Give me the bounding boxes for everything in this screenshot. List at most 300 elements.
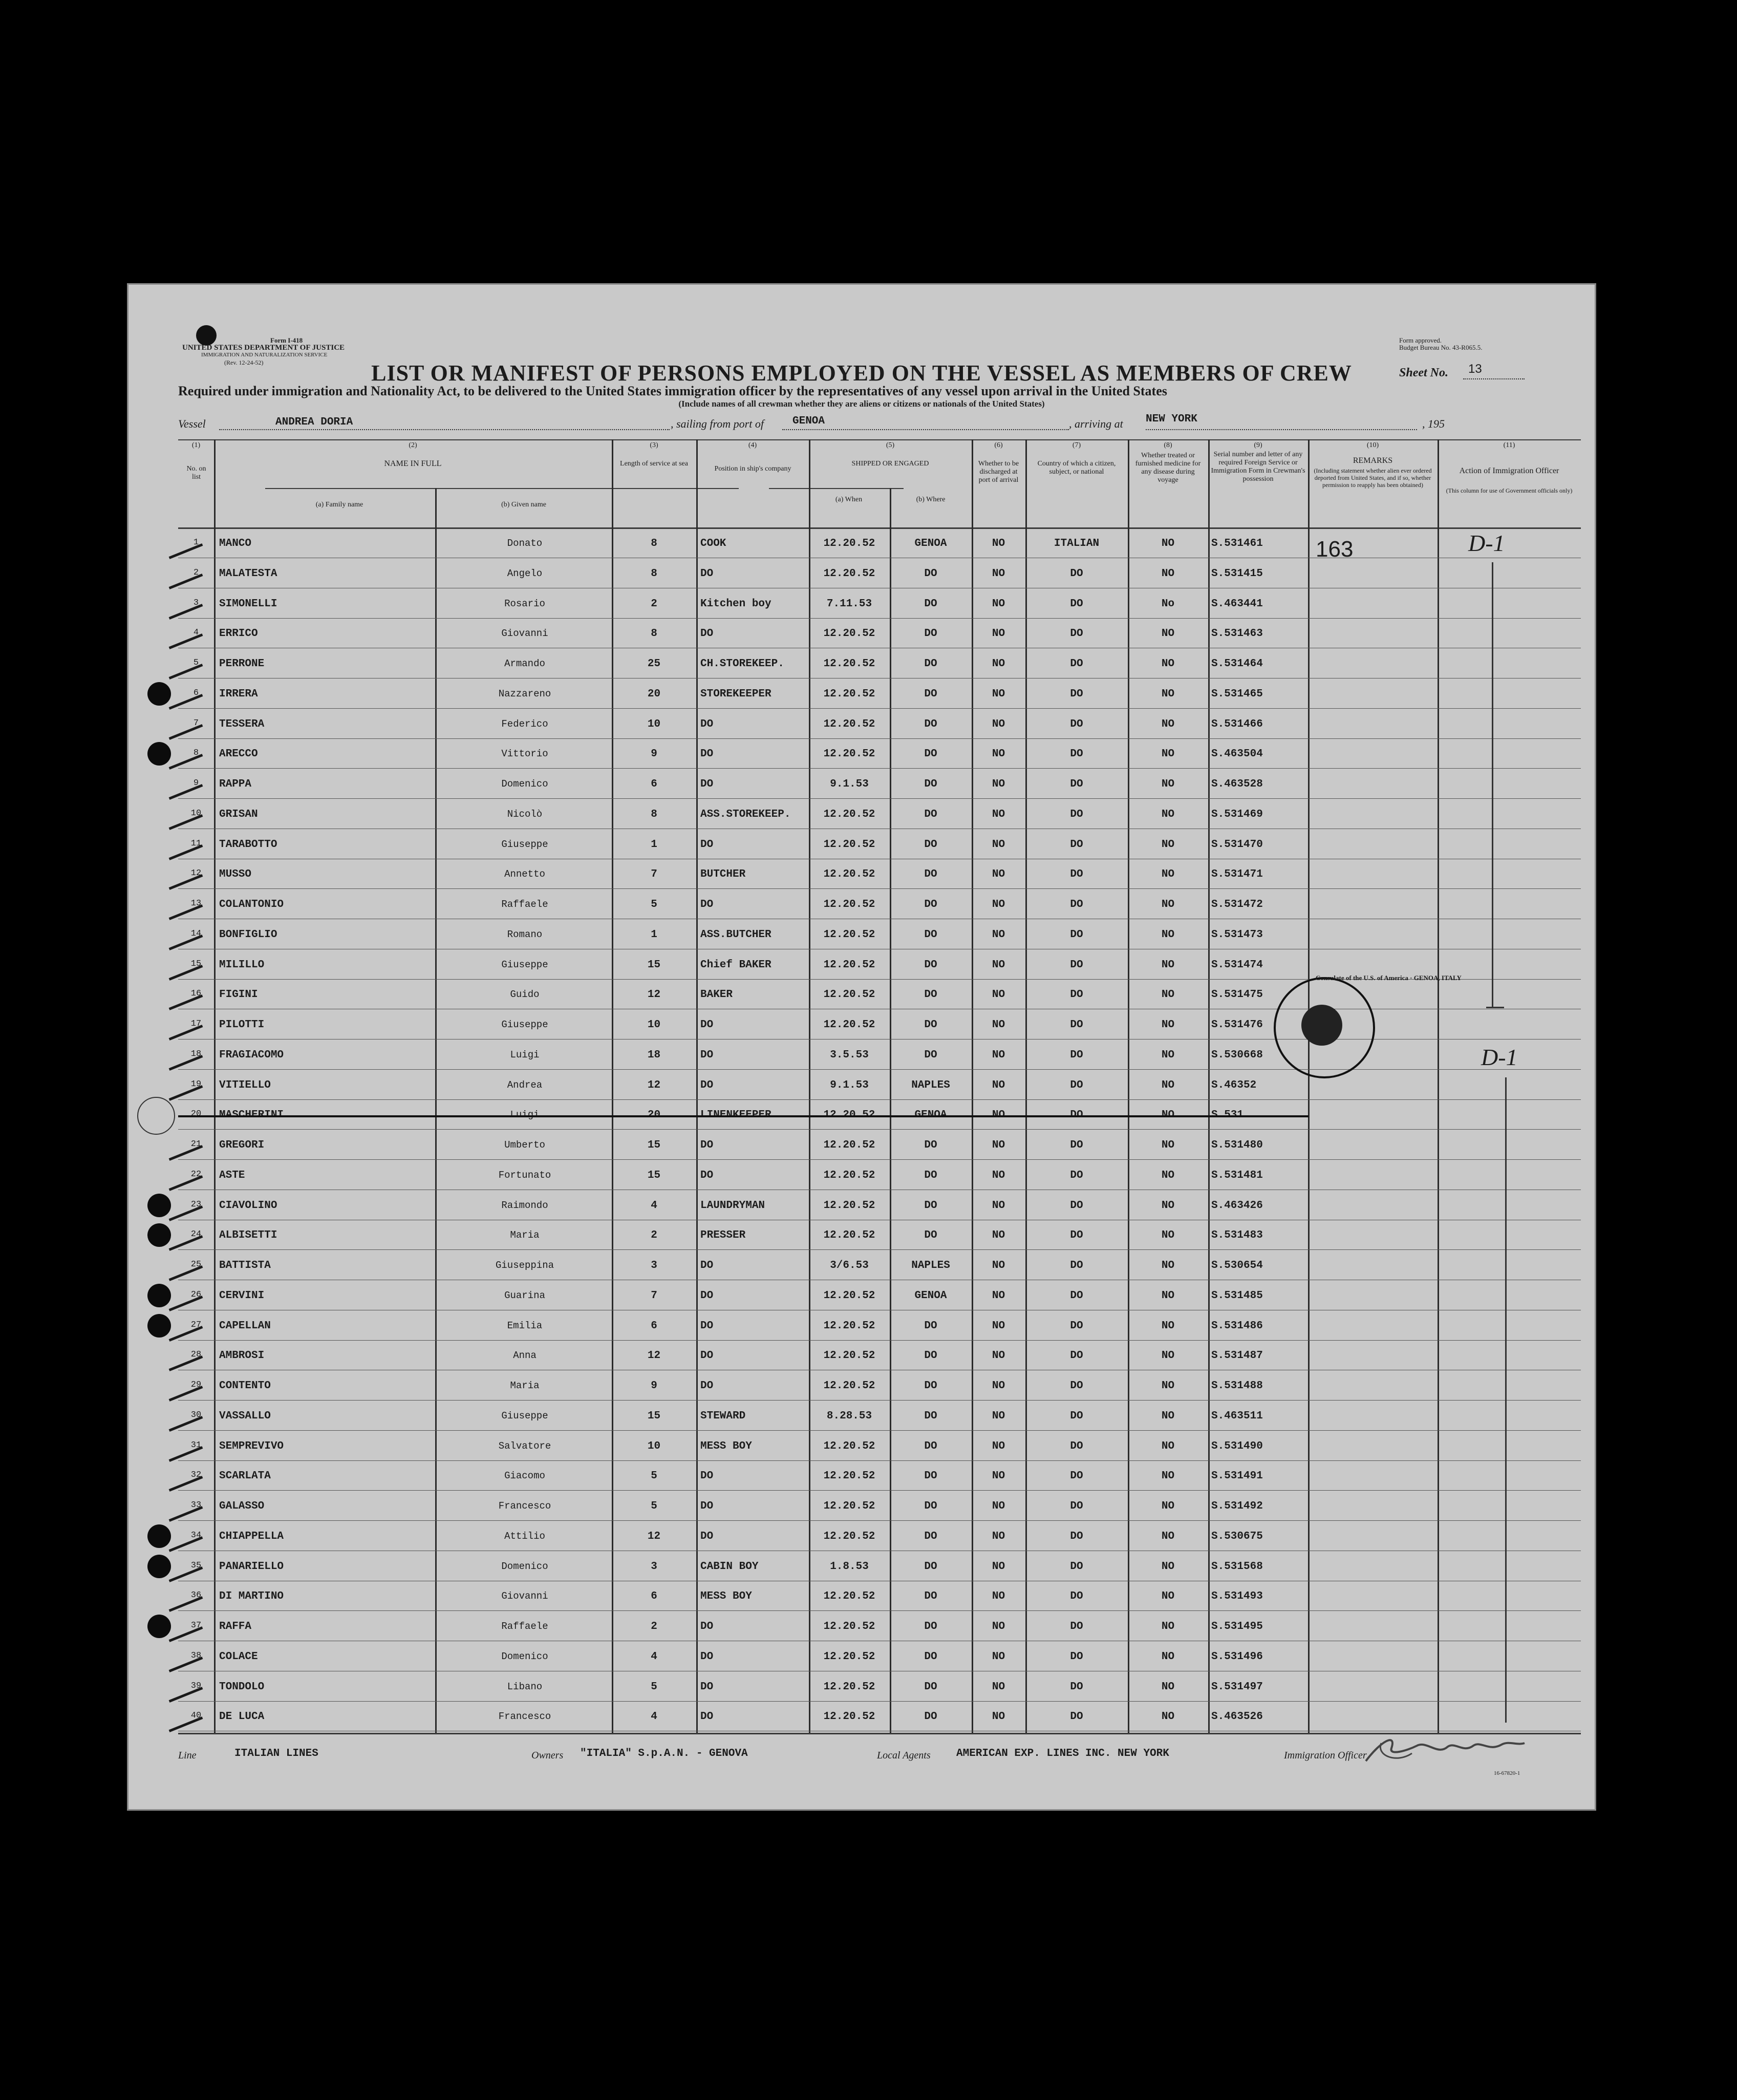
table-row xyxy=(178,1251,1581,1280)
col6-num: (6) xyxy=(994,441,1003,449)
cell-pos: LINENKEEPER xyxy=(700,1109,771,1121)
cell-country: DO xyxy=(1070,1681,1083,1693)
cell-pos: STEWARD xyxy=(700,1410,746,1422)
cell-serial: S.531461 xyxy=(1211,538,1263,549)
cell-serial: S.531471 xyxy=(1211,868,1263,881)
eagle-seal-icon xyxy=(1301,1005,1342,1046)
cell-given: Giuseppina xyxy=(495,1260,554,1271)
cell-where: DO xyxy=(924,928,937,941)
cell-serial: S.531466 xyxy=(1211,718,1263,730)
cell-serial: S.531485 xyxy=(1211,1289,1263,1302)
cell-family: PILOTTI xyxy=(219,1019,265,1031)
table-row xyxy=(178,710,1581,739)
punch-hole xyxy=(147,1223,171,1247)
cell-no: 38 xyxy=(190,1650,202,1661)
cell-med: NO xyxy=(1161,1229,1175,1242)
cell-med: NO xyxy=(1161,628,1175,640)
col6-header: Whether to be discharged at port of arrival xyxy=(978,460,1019,484)
cell-len: 7 xyxy=(651,868,657,881)
cell-pos: ASS.STOREKEEP. xyxy=(700,808,791,820)
cell-no: 7 xyxy=(193,718,199,728)
col11-num: (11) xyxy=(1503,441,1515,449)
cell-where: DO xyxy=(924,1139,937,1151)
cell-country: DO xyxy=(1070,688,1083,700)
cell-med: NO xyxy=(1161,1320,1175,1332)
cell-when: 3.5.53 xyxy=(830,1049,869,1061)
cell-med: NO xyxy=(1161,899,1175,910)
cell-dis: NO xyxy=(992,1169,1005,1181)
cell-country: DO xyxy=(1070,658,1083,670)
cell-dis: NO xyxy=(992,1681,1005,1693)
cell-country: DO xyxy=(1070,1320,1083,1332)
cell-serial: S.531464 xyxy=(1211,658,1263,670)
col11-note: (This column for use of Government officials only) xyxy=(1446,487,1573,494)
col5-header: SHIPPED OR ENGAGED xyxy=(851,460,929,468)
cell-len: 12 xyxy=(647,989,661,1001)
include-note: (Include names of all crewman whether they are aliens or citizens or nationals of the United States) xyxy=(678,399,1045,409)
cell-dis: NO xyxy=(992,718,1005,730)
cell-where: DO xyxy=(924,1380,937,1392)
cell-given: Nicolò xyxy=(507,808,543,820)
cell-country: DO xyxy=(1070,1139,1083,1151)
table-row xyxy=(178,590,1581,619)
cell-when: 12.20.52 xyxy=(823,1590,875,1603)
cell-dis: NO xyxy=(992,1049,1005,1061)
cell-country: DO xyxy=(1070,1711,1083,1723)
cell-no: 8 xyxy=(193,748,199,758)
cell-family: ARECCO xyxy=(219,748,258,760)
cell-where: DO xyxy=(924,1169,937,1181)
cell-given: Domenico xyxy=(501,1560,548,1572)
cell-given: Giuseppe xyxy=(501,1019,548,1030)
cell-med: NO xyxy=(1161,1410,1175,1422)
cell-len: 4 xyxy=(651,1650,657,1663)
cell-med: NO xyxy=(1161,1500,1175,1512)
cell-given: Emilia xyxy=(507,1320,543,1331)
cell-family: RAPPA xyxy=(219,778,252,790)
cell-len: 8 xyxy=(651,538,657,549)
cell-len: 8 xyxy=(651,567,657,580)
cell-where: DO xyxy=(924,1199,937,1212)
cell-given: Giovanni xyxy=(501,628,548,640)
cell-given: Guarina xyxy=(504,1289,545,1301)
cell-med: NO xyxy=(1161,538,1175,549)
arriving-label: , arriving at xyxy=(1069,417,1123,430)
table-row xyxy=(178,831,1581,859)
cell-no: 4 xyxy=(193,628,199,638)
cell-med: NO xyxy=(1161,688,1175,700)
cell-given: Raffaele xyxy=(501,899,548,910)
cell-when: 3/6.53 xyxy=(830,1260,869,1271)
cell-when: 8.28.53 xyxy=(826,1410,872,1422)
cell-pos: DO xyxy=(700,1470,714,1482)
arriving-port: NEW YORK xyxy=(1146,413,1197,425)
cell-country: DO xyxy=(1070,1350,1083,1362)
cell-where: DO xyxy=(924,1711,937,1723)
cell-serial: S.531473 xyxy=(1211,928,1263,941)
col3-header: Length of service at sea xyxy=(620,460,688,468)
cell-where: DO xyxy=(924,1440,937,1452)
cell-pos: ASS.BUTCHER xyxy=(700,928,771,941)
cell-len: 5 xyxy=(651,1500,657,1512)
cell-country: DO xyxy=(1070,808,1083,820)
cell-country: DO xyxy=(1070,1079,1083,1091)
action-annotation-bottom: D-1 xyxy=(1481,1044,1518,1070)
cell-given: Romano xyxy=(507,928,543,940)
cell-med: NO xyxy=(1161,959,1175,971)
cell-no: 37 xyxy=(190,1621,202,1630)
cell-where: NAPLES xyxy=(911,1260,950,1271)
table-row xyxy=(178,650,1581,678)
cell-len: 15 xyxy=(647,1410,661,1422)
table-row xyxy=(178,890,1581,919)
cell-when: 12.20.52 xyxy=(823,718,875,730)
cell-serial: S.463426 xyxy=(1211,1199,1263,1212)
col5b-header: (b) Where xyxy=(916,496,946,503)
cell-no: 21 xyxy=(190,1139,202,1149)
col4-header: Position in ship's company xyxy=(714,465,791,473)
cell-med: NO xyxy=(1161,928,1175,941)
cell-dis: NO xyxy=(992,1500,1005,1512)
cell-where: GENOA xyxy=(914,1109,947,1121)
cell-dis: NO xyxy=(992,538,1005,549)
cell-pos: DO xyxy=(700,1530,714,1542)
cell-no: 23 xyxy=(190,1199,202,1210)
annotation-bracket-top xyxy=(1492,562,1493,1008)
table-row xyxy=(178,1553,1581,1581)
table-row xyxy=(178,921,1581,949)
cell-when: 12.20.52 xyxy=(823,628,875,640)
cell-dis: NO xyxy=(992,808,1005,820)
cell-pos: DO xyxy=(700,1500,714,1512)
cell-med: NO xyxy=(1161,778,1175,790)
cell-dis: NO xyxy=(992,959,1005,971)
cell-len: 20 xyxy=(647,688,661,700)
cell-family: VITIELLO xyxy=(219,1079,271,1091)
form-number: Form I-418 xyxy=(270,336,303,344)
cell-med: NO xyxy=(1161,1109,1175,1121)
cell-dis: NO xyxy=(992,1139,1005,1151)
cell-where: DO xyxy=(924,1530,937,1542)
cell-pos: DO xyxy=(700,1139,714,1151)
cell-where: DO xyxy=(924,1470,937,1482)
cell-no: 3 xyxy=(193,598,199,608)
cell-where: DO xyxy=(924,868,937,881)
punch-hole xyxy=(147,1615,171,1638)
cell-where: GENOA xyxy=(914,1289,947,1302)
cell-no: 39 xyxy=(190,1681,202,1691)
cell-country: DO xyxy=(1070,628,1083,640)
cell-where: DO xyxy=(924,1229,937,1242)
cell-given: Annetto xyxy=(504,868,545,880)
cell-where: DO xyxy=(924,658,937,670)
cell-family: CERVINI xyxy=(219,1289,265,1302)
cell-no: 22 xyxy=(190,1169,202,1179)
cell-given: Francesco xyxy=(498,1500,551,1512)
cell-len: 3 xyxy=(651,1260,657,1271)
line-label: Line xyxy=(178,1750,197,1761)
cell-len: 15 xyxy=(647,1139,661,1151)
sheet-label: Sheet No. xyxy=(1399,366,1448,379)
cell-dis: NO xyxy=(992,628,1005,640)
cell-family: MALATESTA xyxy=(219,567,277,580)
cell-country: DO xyxy=(1070,868,1083,881)
cell-given: Luigi xyxy=(510,1049,540,1060)
cell-len: 1 xyxy=(651,928,657,941)
cell-when: 12.20.52 xyxy=(823,1380,875,1392)
col2b-header: (b) Given name xyxy=(501,501,546,508)
cell-serial: S.531475 xyxy=(1211,989,1263,1001)
cell-len: 6 xyxy=(651,1590,657,1603)
col5a-header: (a) When xyxy=(835,496,863,503)
table-row xyxy=(178,1673,1581,1702)
col1-num: (1) xyxy=(191,441,201,449)
col10-num: (10) xyxy=(1366,441,1379,449)
cell-med: NO xyxy=(1161,808,1175,820)
cell-med: NO xyxy=(1161,1621,1175,1632)
cell-given: Attilio xyxy=(504,1530,545,1542)
cell-country: ITALIAN xyxy=(1054,538,1100,549)
cell-no: 20 xyxy=(190,1109,202,1119)
cell-family: SEMPREVIVO xyxy=(219,1440,284,1452)
cell-where: DO xyxy=(924,959,937,971)
cell-family: COLACE xyxy=(219,1650,258,1663)
cell-med: NO xyxy=(1161,1049,1175,1061)
table-row xyxy=(178,1312,1581,1341)
cell-where: NAPLES xyxy=(911,1079,950,1091)
cell-country: DO xyxy=(1070,1470,1083,1482)
cell-country: DO xyxy=(1070,1500,1083,1512)
col10-note: (Including statement whether alien ever ordered deported from United States, and if so, whether permission to reapply has been obtained) xyxy=(1314,467,1432,489)
cell-dis: NO xyxy=(992,1410,1005,1422)
cell-serial: S.531487 xyxy=(1211,1350,1263,1362)
cell-no: 6 xyxy=(193,688,199,698)
cell-country: DO xyxy=(1070,1410,1083,1422)
cell-pos: CABIN BOY xyxy=(700,1560,759,1573)
sheet-number: 13 xyxy=(1468,362,1482,376)
cell-no: 29 xyxy=(190,1380,202,1390)
cell-pos: MESS BOY xyxy=(700,1440,752,1452)
cell-where: DO xyxy=(924,1560,937,1573)
col10-header: REMARKS xyxy=(1353,456,1393,465)
table-row xyxy=(178,740,1581,769)
cell-pos: COOK xyxy=(700,538,726,549)
revision: (Rev. 12-24-52) xyxy=(224,359,264,366)
cell-pos: DO xyxy=(700,1350,714,1362)
table-row xyxy=(178,1432,1581,1461)
cell-serial: S.531483 xyxy=(1211,1229,1263,1242)
cell-med: NO xyxy=(1161,1590,1175,1603)
cell-given: Domenico xyxy=(501,1650,548,1662)
cell-given: Anna xyxy=(513,1350,537,1362)
table-row xyxy=(178,1192,1581,1220)
col7-header: Country of which a citizen, subject, or national xyxy=(1037,460,1116,476)
cell-pos: BUTCHER xyxy=(700,868,746,881)
table-row xyxy=(178,1613,1581,1641)
vessel-name: ANDREA DORIA xyxy=(275,416,353,428)
cell-when: 12.20.52 xyxy=(823,1169,875,1181)
year-label: , 195 xyxy=(1422,417,1445,430)
cell-dis: NO xyxy=(992,1621,1005,1632)
cell-no: 10 xyxy=(190,808,202,818)
cell-given: Giuseppe xyxy=(501,838,548,850)
cell-pos: Kitchen boy xyxy=(700,598,771,610)
cell-pos: LAUNDRYMAN xyxy=(700,1199,765,1212)
cell-given: Giovanni xyxy=(501,1590,548,1602)
crew-table xyxy=(178,439,1581,1733)
cell-when: 12.20.52 xyxy=(823,1320,875,1332)
officer-label: Immigration Officer xyxy=(1284,1750,1367,1761)
cell-where: DO xyxy=(924,598,937,610)
cell-given: Angelo xyxy=(507,567,543,579)
cell-dis: NO xyxy=(992,868,1005,881)
cell-med: NO xyxy=(1161,1380,1175,1392)
cell-len: 12 xyxy=(647,1530,661,1542)
col8-header: Whether treated or furnished medicine for any disease during voyage xyxy=(1135,452,1201,484)
cell-med: NO xyxy=(1161,1470,1175,1482)
cell-med: NO xyxy=(1161,1650,1175,1663)
stamp-text: Consulate of the U.S. of America · GENOA, ITALY xyxy=(1316,974,1462,982)
cell-med: NO xyxy=(1161,1560,1175,1573)
cell-len: 5 xyxy=(651,1681,657,1693)
cell-country: DO xyxy=(1070,1169,1083,1181)
cell-serial: S.531490 xyxy=(1211,1440,1263,1452)
cell-serial: S.531486 xyxy=(1211,1320,1263,1332)
cell-dis: NO xyxy=(992,1650,1005,1663)
cell-pos: DO xyxy=(700,1289,714,1302)
table-row xyxy=(178,800,1581,829)
cell-given: Francesco xyxy=(498,1711,551,1723)
cell-country: DO xyxy=(1070,778,1083,790)
cell-where: DO xyxy=(924,1019,937,1031)
cell-med: No xyxy=(1161,598,1175,610)
cell-pos: Chief BAKER xyxy=(700,959,771,971)
cell-family: RAFFA xyxy=(219,1621,252,1632)
cell-dis: NO xyxy=(992,1019,1005,1031)
owners-label: Owners xyxy=(531,1750,564,1761)
cell-dis: NO xyxy=(992,1079,1005,1091)
cell-pos: BAKER xyxy=(700,989,733,1001)
cell-dis: NO xyxy=(992,1470,1005,1482)
table-row xyxy=(178,529,1581,558)
agents-label: Local Agents xyxy=(877,1750,931,1761)
cell-serial: S.531496 xyxy=(1211,1650,1263,1663)
cell-len: 7 xyxy=(651,1289,657,1302)
sailing-label: , sailing from port of xyxy=(671,417,764,430)
cell-no: 40 xyxy=(190,1711,202,1721)
cell-when: 12.20.52 xyxy=(823,959,875,971)
cell-dis: NO xyxy=(992,1440,1005,1452)
cell-where: DO xyxy=(924,1681,937,1693)
cell-when: 12.20.52 xyxy=(823,688,875,700)
col8-num: (8) xyxy=(1164,441,1172,449)
cell-len: 1 xyxy=(651,838,657,851)
cell-family: ALBISETTI xyxy=(219,1229,277,1242)
cell-when: 7.11.53 xyxy=(826,598,872,610)
cell-dis: NO xyxy=(992,658,1005,670)
port-name: GENOA xyxy=(792,415,825,427)
officer-signature xyxy=(1361,1730,1530,1766)
cell-dis: NO xyxy=(992,778,1005,790)
cell-serial: S.531480 xyxy=(1211,1139,1263,1151)
cell-when: 12.20.52 xyxy=(823,838,875,851)
cell-len: 3 xyxy=(651,1560,657,1573)
cell-dis: NO xyxy=(992,688,1005,700)
cell-pos: DO xyxy=(700,1650,714,1663)
cell-med: NO xyxy=(1161,1711,1175,1723)
cell-len: 9 xyxy=(651,748,657,760)
cell-no: 1 xyxy=(193,538,199,547)
cell-len: 12 xyxy=(647,1350,661,1362)
cell-given: Nazzareno xyxy=(498,688,551,699)
cell-serial: S.531469 xyxy=(1211,808,1263,820)
cell-pos: DO xyxy=(700,1711,714,1723)
cell-when: 12.20.52 xyxy=(823,1681,875,1693)
cell-no: 34 xyxy=(190,1530,202,1540)
cell-len: 15 xyxy=(647,959,661,971)
table-row xyxy=(178,680,1581,709)
cell-where: DO xyxy=(924,899,937,910)
cell-family: COLANTONIO xyxy=(219,899,284,910)
cell-len: 4 xyxy=(651,1711,657,1723)
cell-dis: NO xyxy=(992,1530,1005,1542)
cell-len: 10 xyxy=(647,1440,661,1452)
cell-serial: S.531493 xyxy=(1211,1590,1263,1603)
col7-num: (7) xyxy=(1072,441,1081,449)
cell-dis: NO xyxy=(992,748,1005,760)
cell-country: DO xyxy=(1070,1530,1083,1542)
cell-serial: S.530668 xyxy=(1211,1049,1263,1061)
cell-given: Fortunato xyxy=(498,1169,551,1181)
cell-len: 2 xyxy=(651,1229,657,1242)
cell-no: 32 xyxy=(190,1470,202,1480)
cell-country: DO xyxy=(1070,989,1083,1001)
cell-dis: NO xyxy=(992,598,1005,610)
cell-med: NO xyxy=(1161,1079,1175,1091)
vessel-label: Vessel xyxy=(178,417,206,430)
cell-len: 18 xyxy=(647,1049,661,1061)
cell-given: Federico xyxy=(501,718,548,730)
cell-when: 12.20.52 xyxy=(823,1019,875,1031)
cell-family: MASCHERINI xyxy=(219,1109,284,1121)
cell-given: Domenico xyxy=(501,778,548,790)
cell-dis: NO xyxy=(992,928,1005,941)
cell-pos: DO xyxy=(700,838,714,851)
cell-family: MILILLO xyxy=(219,959,265,971)
table-row xyxy=(178,1582,1581,1611)
table-row xyxy=(178,1221,1581,1250)
cell-pos: DO xyxy=(700,748,714,760)
cell-med: NO xyxy=(1161,1199,1175,1212)
cell-when: 12.20.52 xyxy=(823,1621,875,1632)
cell-dis: NO xyxy=(992,1380,1005,1392)
cell-where: DO xyxy=(924,1500,937,1512)
cell-country: DO xyxy=(1070,748,1083,760)
cell-med: NO xyxy=(1161,838,1175,851)
cell-when: 12.20.52 xyxy=(823,1530,875,1542)
table-row xyxy=(178,620,1581,648)
cell-dis: NO xyxy=(992,1320,1005,1332)
cell-no: 31 xyxy=(190,1440,202,1450)
cell-med: NO xyxy=(1161,1530,1175,1542)
cell-serial: S.463504 xyxy=(1211,748,1263,760)
cell-serial: S.531415 xyxy=(1211,567,1263,580)
punch-hole xyxy=(147,1194,171,1217)
cell-med: NO xyxy=(1161,1169,1175,1181)
cell-serial: S.531476 xyxy=(1211,1019,1263,1031)
punch-hole xyxy=(147,1555,171,1578)
table-row xyxy=(178,1101,1581,1130)
